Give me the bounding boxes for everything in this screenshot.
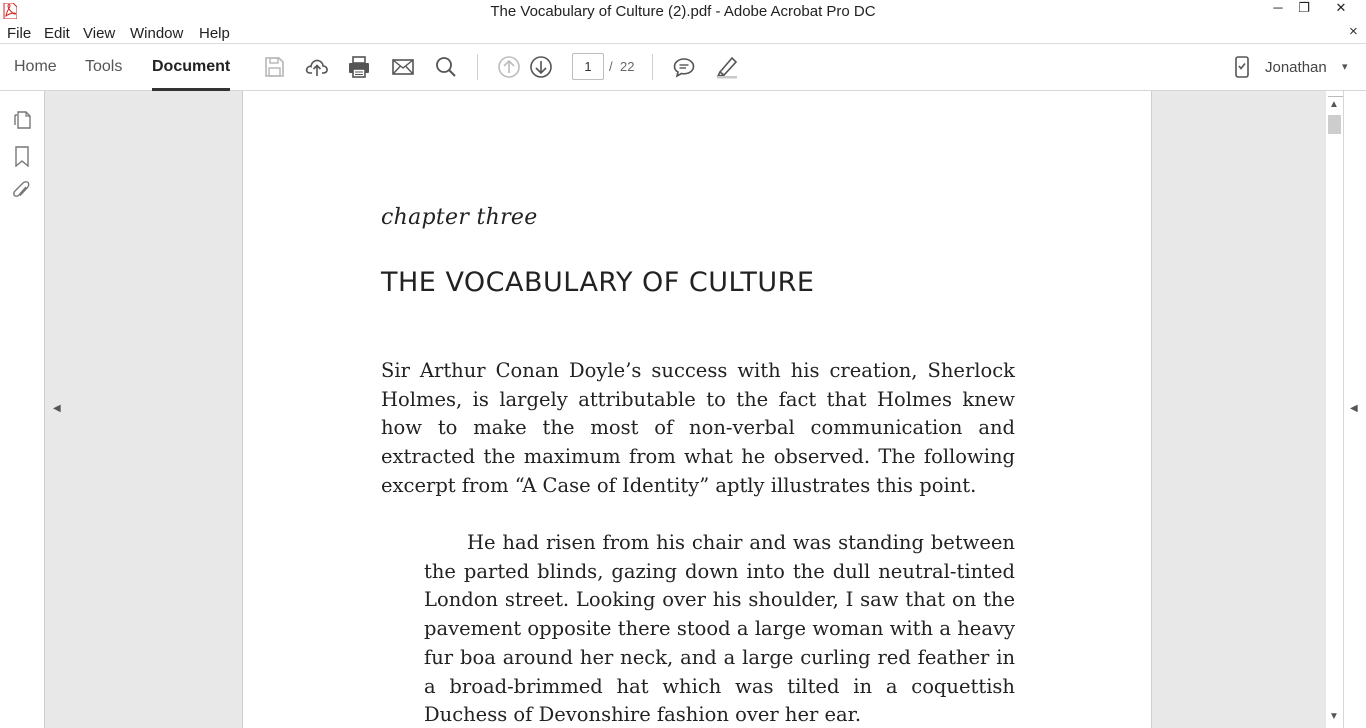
page-total: 22 xyxy=(620,59,635,74)
upload-button[interactable] xyxy=(302,52,332,82)
bookmarks-button[interactable] xyxy=(10,144,34,168)
menu-bar xyxy=(0,23,1366,44)
collapse-left-pane-button[interactable]: ◀ xyxy=(53,403,61,414)
mobile-device-icon xyxy=(1230,55,1254,79)
chevron-down-icon[interactable]: ▾ xyxy=(1342,61,1348,73)
comment-button[interactable] xyxy=(669,52,699,82)
toolbar-separator xyxy=(477,54,478,80)
next-page-button[interactable] xyxy=(526,52,556,82)
scroll-thumb[interactable] xyxy=(1328,115,1341,134)
menu-edit[interactable]: Edit xyxy=(44,25,70,42)
print-button[interactable] xyxy=(344,52,374,82)
page-number-input[interactable]: 1 xyxy=(572,53,604,80)
search-button[interactable] xyxy=(431,52,461,82)
vertical-scrollbar[interactable] xyxy=(1326,91,1343,728)
tab-document[interactable]: Document xyxy=(152,58,231,75)
menu-file[interactable]: File xyxy=(7,25,32,42)
search-icon xyxy=(434,55,458,79)
page-separator: / xyxy=(609,59,613,74)
minimize-button[interactable]: ─ xyxy=(1273,0,1283,15)
pdf-page xyxy=(242,91,1152,728)
arrow-down-circle-icon xyxy=(529,55,553,79)
window-title: The Vocabulary of Culture (2).pdf - Adobe Acrobat Pro DC xyxy=(490,3,876,20)
close-window-button[interactable]: ✕ xyxy=(1335,0,1347,15)
page-thumbnails-icon xyxy=(11,108,33,130)
menu-window[interactable]: Window xyxy=(130,25,184,42)
toolbar xyxy=(0,44,1366,91)
comment-icon xyxy=(672,55,696,79)
bookmark-icon xyxy=(11,145,33,167)
mobile-link-button[interactable] xyxy=(1227,52,1257,82)
title-bar xyxy=(0,0,1366,23)
highlighter-pen-icon xyxy=(715,55,739,79)
block-quote-paragraph: He had risen from his chair and was standing between the parted blinds, gazing down into the dull neutral-tinted London street. Looking over his shoulder, I saw that on the pavement opposite there stood a large woman with a heavy fur boa around her neck, and a large curling red feather in a broad-brimmed hat which was tilted in a coquettish Duchess of Devonshire fashion over her ear. xyxy=(424,531,1015,727)
scroll-top-marker xyxy=(1328,91,1343,97)
expand-right-pane-button[interactable]: ◀ xyxy=(1350,403,1358,414)
toolbar-separator xyxy=(652,54,653,80)
email-button[interactable] xyxy=(388,52,418,82)
save-button[interactable] xyxy=(259,52,289,82)
chapter-label: chapter three xyxy=(381,205,538,230)
menu-view[interactable]: View xyxy=(83,25,116,42)
scroll-down-arrow-icon[interactable]: ▼ xyxy=(1329,711,1339,722)
attachments-button[interactable] xyxy=(10,179,34,203)
tab-home[interactable]: Home xyxy=(14,58,57,75)
maximize-button[interactable]: ❐ xyxy=(1298,0,1310,15)
paperclip-icon xyxy=(11,180,33,202)
save-icon xyxy=(262,55,286,79)
chapter-title: THE VOCABULARY OF CULTURE xyxy=(381,267,815,298)
printer-icon xyxy=(347,55,371,79)
page-thumbnails-button[interactable] xyxy=(10,107,34,131)
envelope-icon xyxy=(391,55,415,79)
body-paragraph: Sir Arthur Conan Doyle’s success with his creation, Sherlock Holmes, is largely attributable to the fact that Holmes knew how to make the most of non-verbal communication and extracted the maximum from what he observed. The following excerpt from “A Case of Identity” aptly illustrates this point. xyxy=(381,359,1015,497)
user-account-menu[interactable]: Jonathan xyxy=(1265,59,1327,76)
navigation-pane xyxy=(0,91,45,728)
highlight-button[interactable] xyxy=(712,52,742,82)
menu-help[interactable]: Help xyxy=(199,25,230,42)
arrow-up-circle-icon xyxy=(497,55,521,79)
scroll-up-arrow-icon[interactable]: ▲ xyxy=(1329,99,1339,110)
close-document-button[interactable]: × xyxy=(1349,23,1358,40)
cloud-upload-icon xyxy=(305,55,329,79)
previous-page-button[interactable] xyxy=(494,52,524,82)
tab-tools[interactable]: Tools xyxy=(85,58,123,75)
